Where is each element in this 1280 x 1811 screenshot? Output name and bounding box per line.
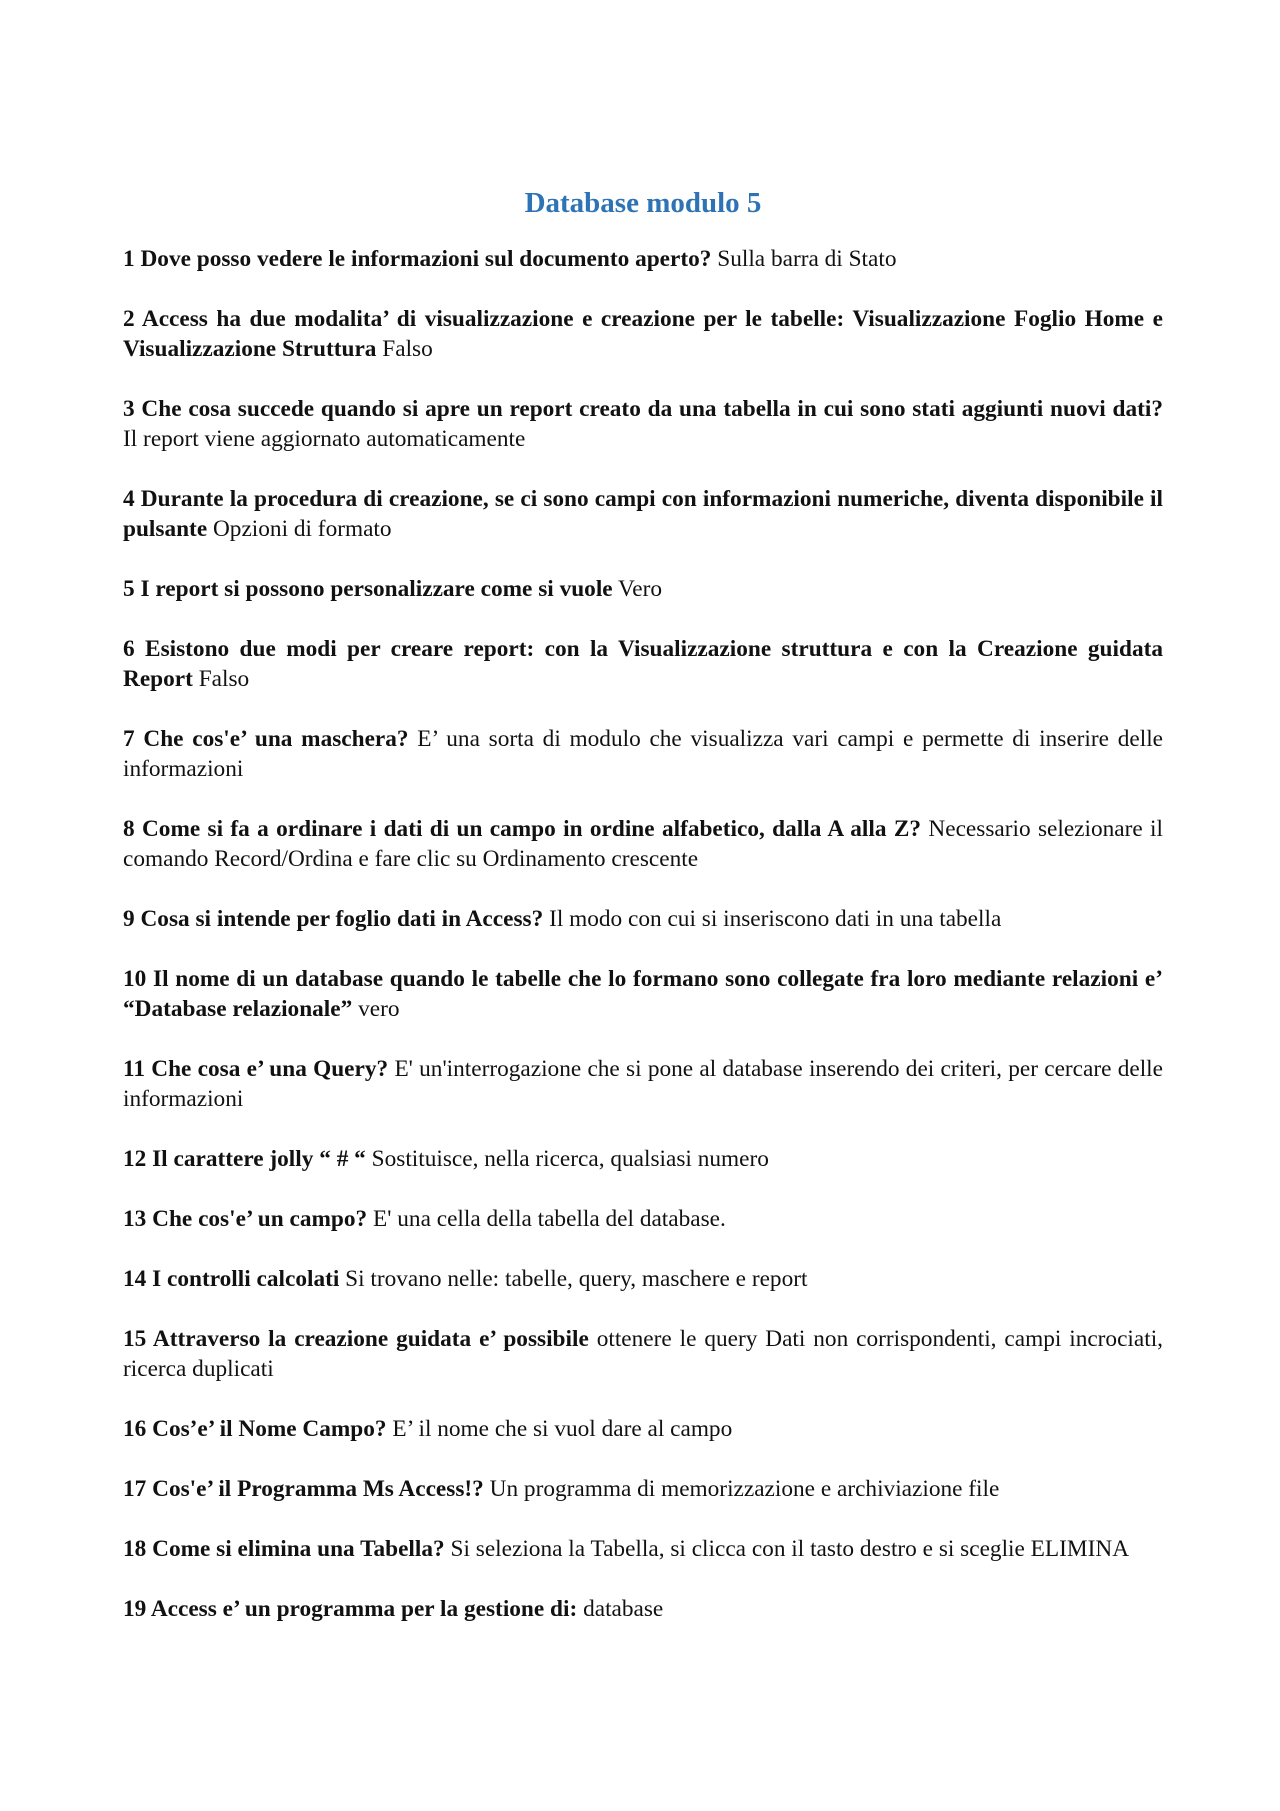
answer-13: E' una cella della tabella del database. [373, 1206, 726, 1232]
answer-10: vero [358, 996, 400, 1022]
question-18: 18 Come si elimina una Tabella? [123, 1536, 445, 1562]
qa-item-8 [123, 814, 1163, 874]
qa-item-15 [123, 1324, 1163, 1384]
qa-item-1 [123, 244, 1163, 274]
question-1: 1 Dove posso vedere le informazioni sul documento aperto? [123, 246, 712, 272]
answer-18: Si seleziona la Tabella, si clicca con il tasto destro e si sceglie ELIMINA [450, 1536, 1130, 1562]
qa-item-3 [123, 394, 1163, 454]
question-6: 6 Esistono due modi per creare report: con la Visualizzazione struttura e con la Creazione guidata Report [123, 636, 1163, 692]
answer-1: Sulla barra di Stato [717, 246, 897, 272]
answer-11: E' un'interrogazione che si pone al database inserendo dei criteri, per cercare delle informazioni [123, 1056, 1163, 1112]
qa-item-7 [123, 724, 1163, 784]
answer-16: E’ il nome che si vuol dare al campo [392, 1416, 733, 1442]
question-14: 14 I controlli calcolati [123, 1266, 340, 1292]
question-3: 3 Che cosa succede quando si apre un report creato da una tabella in cui sono stati aggiunti nuovi dati? [123, 396, 1163, 422]
answer-2: Falso [382, 336, 433, 362]
qa-item-2 [123, 304, 1163, 364]
question-12: 12 Il carattere jolly “ # “ [123, 1146, 366, 1172]
question-15: 15 Attraverso la creazione guidata e’ possibile [123, 1326, 589, 1352]
qa-item-13 [123, 1204, 1163, 1234]
answer-17: Un programma di memorizzazione e archiviazione file [489, 1476, 1000, 1502]
answer-6: Falso [198, 666, 250, 692]
question-9: 9 Cosa si intende per foglio dati in Access? [123, 906, 544, 932]
question-8: 8 Come si fa a ordinare i dati di un campo in ordine alfabetico, dalla A alla Z? [123, 816, 922, 842]
answer-5: Vero [618, 576, 663, 602]
qa-item-9 [123, 904, 1163, 934]
qa-item-6 [123, 634, 1163, 694]
qa-item-10 [123, 964, 1163, 1024]
question-19: 19 Access e’ un programma per la gestione di: [123, 1596, 578, 1622]
qa-item-17 [123, 1474, 1163, 1504]
answer-8: Necessario selezionare il comando Record/Ordina e fare clic su Ordinamento crescente [123, 816, 1163, 872]
question-17: 17 Cos'e’ il Programma Ms Access!? [123, 1476, 484, 1502]
qa-item-11 [123, 1054, 1163, 1114]
qa-item-14 [123, 1264, 1163, 1294]
question-2: 2 Access ha due modalita’ di visualizzazione e creazione per le tabelle: Visualizzazione Foglio Home e Visualizzazione Struttura [123, 306, 1163, 362]
answer-7: E’ una sorta di modulo che visualizza vari campi e permette di inserire delle informazioni [123, 726, 1164, 782]
document-page [123, 186, 1163, 1654]
qa-item-19 [123, 1594, 1163, 1624]
question-10: 10 Il nome di un database quando le tabelle che lo formano sono collegate fra loro mediante relazioni e’ “Database relazionale” [123, 966, 1163, 1022]
answer-14: Si trovano nelle: tabelle, query, maschere e report [345, 1266, 808, 1292]
question-7: 7 Che cos'e’ una maschera? [123, 726, 409, 752]
qa-item-5 [123, 574, 1163, 604]
question-5: 5 I report si possono personalizzare come si vuole [123, 576, 613, 602]
question-4: 4 Durante la procedura di creazione, se ci sono campi con informazioni numeriche, diventa disponibile il pulsante [123, 486, 1163, 542]
answer-9: Il modo con cui si inseriscono dati in una tabella [549, 906, 1002, 932]
question-16: 16 Cos’e’ il Nome Campo? [123, 1416, 387, 1442]
qa-item-12 [123, 1144, 1163, 1174]
qa-item-4 [123, 484, 1163, 544]
qa-item-18 [123, 1534, 1163, 1564]
answer-4: Opzioni di formato [212, 516, 392, 542]
answer-3: Il report viene aggiornato automaticamente [123, 426, 526, 452]
answer-12: Sostituisce, nella ricerca, qualsiasi numero [371, 1146, 769, 1172]
answer-19: database [583, 1596, 664, 1622]
qa-item-16 [123, 1414, 1163, 1444]
answer-15: ottenere le query Dati non corrispondenti, campi incrociati, ricerca duplicati [123, 1326, 1164, 1382]
document-title: Database modulo 5 [524, 187, 762, 219]
question-13: 13 Che cos'e’ un campo? [123, 1206, 368, 1232]
question-11: 11 Che cosa e’ una Query? [123, 1056, 389, 1082]
